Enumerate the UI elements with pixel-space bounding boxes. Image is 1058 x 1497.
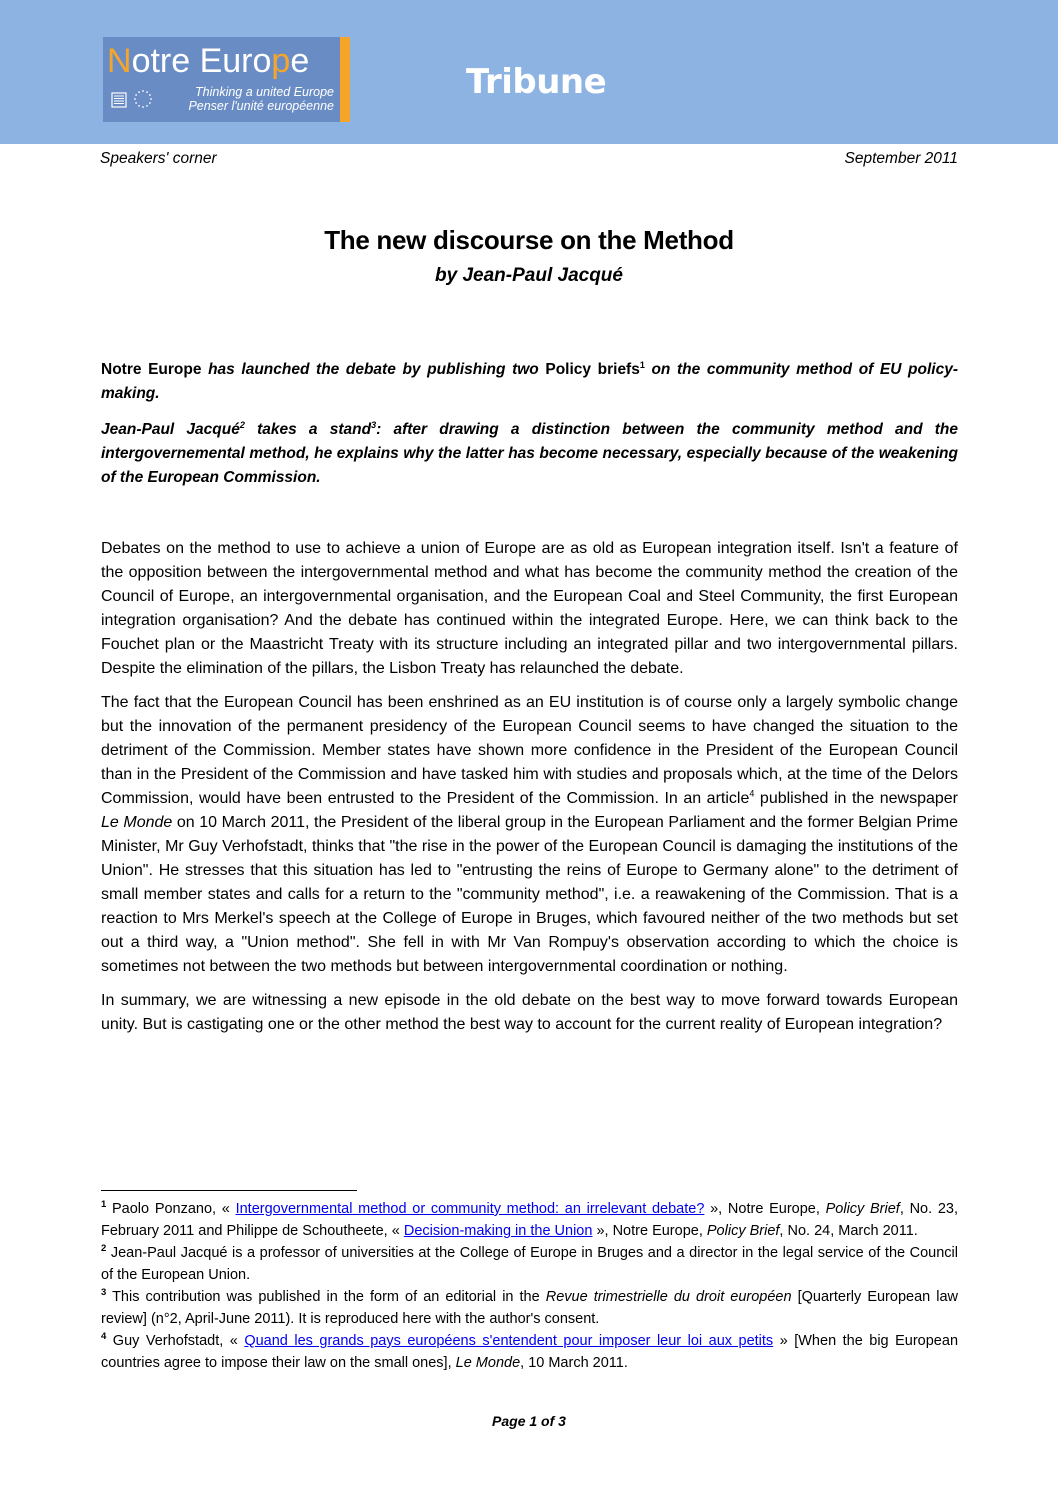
footnote-ref[interactable]: 4 <box>749 788 755 799</box>
footnote-4 <box>101 1330 958 1374</box>
logo-title <box>107 41 309 81</box>
body-paragraph <box>101 691 958 979</box>
intro-policy-briefs: Policy briefs <box>545 361 640 378</box>
footnote-text: » [When the big European countries agree to impose their law on the small ones], <box>101 1333 959 1371</box>
footnote-separator <box>101 1190 357 1191</box>
footnote-text: Policy Brief <box>706 1223 780 1239</box>
body-paragraph: Debates on the method to use to achieve a union of Europe are as old as European integration itself. Isn't a feature of the opposition between the intergovernmental method and what has become the community method the creation of the Council of Europe, an intergovernmental organisation, and the European Coal and Steel Community, the first European integration organisation? And the debate has continued within the integrated Europe. Here, we can think back to the Fouchet plan or the Maastricht Treaty with its structure including an integrated pillar and two intergovernmental pillars. Despite the elimination of the pillars, the Lisbon Treaty has relaunched the debate. <box>101 540 958 677</box>
le-monde-article-link[interactable]: Quand les grands pays européens s'entendent pour imposer leur loi aux petits <box>244 1333 774 1349</box>
article-intro <box>101 358 958 502</box>
policy-brief-link-2[interactable]: Decision-making in the Union <box>403 1223 593 1239</box>
body-text: published in the newspaper <box>754 790 959 807</box>
intro-org-name: Notre Europe <box>101 361 202 378</box>
footnote-text: Revue trimestrielle du droit européen <box>545 1289 792 1305</box>
footnote-number: 1 <box>101 1199 107 1211</box>
footnote-number: 3 <box>101 1287 107 1299</box>
date-label: September 2011 <box>844 150 958 167</box>
category-label: Speakers' corner <box>100 150 217 167</box>
footnote-ref[interactable]: 1 <box>639 359 645 370</box>
eu-stars-icon <box>133 89 153 109</box>
footnote-ref[interactable]: 3 <box>371 419 377 430</box>
newspaper-name: Le Monde <box>101 814 173 831</box>
intro-paragraph <box>101 358 958 406</box>
footnote-1 <box>101 1198 958 1242</box>
logo-accent-bar <box>340 37 350 122</box>
logo-tagline-en: Thinking a united Europe <box>195 85 334 99</box>
article-body <box>101 537 958 1047</box>
intro-text: : after drawing a distinction between the community method and the intergovernemental method, he explains why the latter has become necessary, especially because of the weakening of the European Commission. <box>101 421 959 486</box>
footnote-text: Le Monde <box>455 1355 521 1371</box>
footnote-text: , No. 24, March 2011. <box>779 1223 918 1239</box>
logo-title-suffix: e <box>290 42 310 80</box>
logo-tagline-fr: Penser l'unité européenne <box>188 99 334 113</box>
logo-title-accent-p: p <box>271 42 291 80</box>
page-number: Page 1 of 3 <box>492 1413 566 1429</box>
footnote-text: », Notre Europe, <box>704 1201 826 1217</box>
policy-brief-link-1[interactable]: Intergovernmental method or community method: an irrelevant debate? <box>235 1201 705 1217</box>
intro-paragraph <box>101 418 958 490</box>
body-text: on 10 March 2011, the President of the liberal group in the European Parliament and the former Belgian Prime Minister, Mr Guy Verhofstadt, thinks that "the rise in the power of the European Council is damaging the institutions of the Union". He stresses that this situation has led to "entrusting the reins of Europe to Germany alone" to the detriment of small member states and calls for a return to the "community method", i.e. a reawakening of the Commission. That is a reaction to Mrs Merkel's speech at the College of Europe in Bruges, which favoured neither of the two methods but set out a third way, a "Union method". She fell in with Mr Van Rompuy's observation according to which the choice is sometimes not between the two methods but between intergovernmental coordination or nothing. <box>101 814 958 975</box>
footnote-ref[interactable]: 2 <box>239 419 245 430</box>
body-paragraph: In summary, we are witnessing a new episode in the old debate on the best way to move forward towards European unity. But is castigating one or the other method the best way to account for the current reality of European integration? <box>101 992 958 1033</box>
intro-text: takes a stand <box>244 421 372 438</box>
intro-author-name: Jean-Paul Jacqué <box>101 421 240 438</box>
notre-europe-logo <box>103 37 340 122</box>
book-icon <box>111 92 127 108</box>
footnote-3 <box>101 1286 958 1330</box>
footnotes <box>101 1198 958 1374</box>
page-title: The new discourse on the Method <box>324 225 734 255</box>
footnote-text: , 10 March 2011. <box>520 1355 628 1371</box>
logo-title-accent-n: N <box>107 42 132 80</box>
intro-text: has launched the debate by publishing two <box>201 361 546 378</box>
footnote-number: 4 <box>101 1331 107 1343</box>
section-title: Tribune <box>466 62 607 102</box>
intro-text: on the community method of EU policy-making. <box>101 361 959 402</box>
footnote-text: [Quarterly European law review] (n°2, April-June 2011). It is reproduced here with the author's consent. <box>101 1289 959 1327</box>
footnote-text: », Notre Europe, <box>592 1223 707 1239</box>
logo-title-middle: otre Euro <box>131 42 272 80</box>
footnote-text: Guy Verhofstadt, « <box>106 1333 245 1349</box>
footnote-text: This contribution was published in the form of an editorial in the <box>106 1289 546 1305</box>
byline: by Jean-Paul Jacqué <box>435 265 623 286</box>
body-text: The fact that the European Council has been enshrined as an EU institution is of course only a largely symbolic change but the innovation of the permanent presidency of the European Council seems to have changed the situation to the detriment of the Commission. Member states have shown more confidence in the President of the European Council than in the President of the Commission and have tasked him with studies and proposals which, at the time of the Delors Commission, would have been entrusted to the President of the Commission. In an article <box>101 694 958 807</box>
footnote-number: 2 <box>101 1243 107 1255</box>
footnote-text: , No. 23, February 2011 and Philippe de Schoutheete, « <box>101 1201 959 1239</box>
footnote-text: Policy Brief <box>825 1201 900 1217</box>
footnote-text: Jean-Paul Jacqué is a professor of universities at the College of Europe in Bruges and a director in the legal service of the Council of the European Union. <box>101 1245 958 1283</box>
footnote-2 <box>101 1242 958 1286</box>
footnote-text: Paolo Ponzano, « <box>106 1201 236 1217</box>
